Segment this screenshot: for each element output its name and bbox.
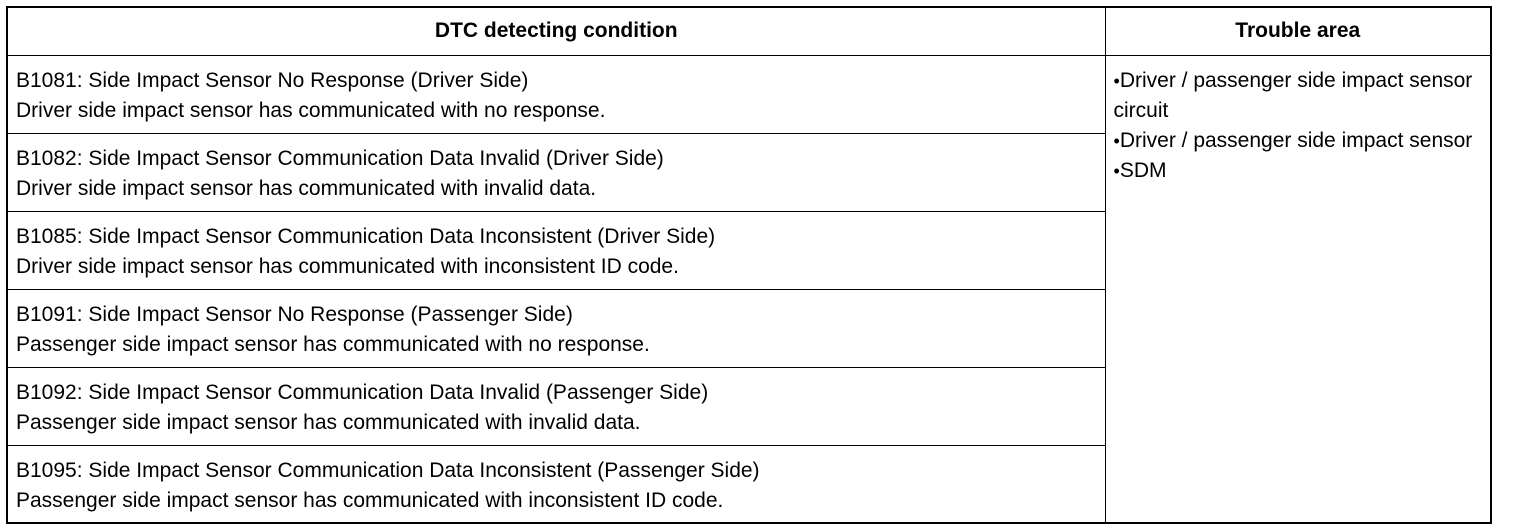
- header-dtc-condition: DTC detecting condition: [7, 7, 1105, 55]
- dtc-condition-cell: [7, 211, 1105, 289]
- header-trouble-area: Trouble area: [1105, 7, 1491, 55]
- dtc-detail: Driver side impact sensor has communicated with no response.: [16, 98, 606, 122]
- dtc-condition-cell: [7, 445, 1105, 523]
- table-row: [7, 55, 1491, 133]
- trouble-area-text: Driver / passenger side impact sensor circuit: [1113, 68, 1473, 122]
- bullet-icon: •: [1113, 130, 1120, 151]
- dtc-title: B1092: Side Impact Sensor Communication Data Invalid (Passenger Side): [16, 380, 709, 404]
- dtc-title: B1091: Side Impact Sensor No Response (Passenger Side): [16, 302, 573, 326]
- trouble-area-text: Driver / passenger side impact sensor: [1119, 128, 1473, 152]
- dtc-title: B1085: Side Impact Sensor Communication Data Inconsistent (Driver Side): [16, 224, 716, 248]
- trouble-area-text: SDM: [1119, 158, 1167, 182]
- dtc-title: B1081: Side Impact Sensor No Response (Driver Side): [16, 68, 529, 92]
- dtc-detail: Driver side impact sensor has communicated with inconsistent ID code.: [16, 254, 679, 278]
- header-row: [7, 7, 1491, 55]
- dtc-detail: Driver side impact sensor has communicated with invalid data.: [16, 176, 597, 200]
- dtc-title: B1095: Side Impact Sensor Communication Data Inconsistent (Passenger Side): [16, 458, 760, 482]
- trouble-area-item: [1114, 126, 1483, 156]
- dtc-detail: Passenger side impact sensor has communicated with no response.: [16, 332, 650, 356]
- trouble-area-item: [1114, 156, 1483, 186]
- dtc-title: B1082: Side Impact Sensor Communication Data Invalid (Driver Side): [16, 146, 664, 170]
- dtc-detail: Passenger side impact sensor has communicated with inconsistent ID code.: [16, 488, 724, 512]
- bullet-icon: •: [1113, 70, 1120, 91]
- dtc-condition-cell: [7, 289, 1105, 367]
- dtc-detail: Passenger side impact sensor has communicated with invalid data.: [16, 410, 641, 434]
- dtc-condition-cell: [7, 55, 1105, 133]
- bullet-icon: •: [1113, 160, 1120, 181]
- dtc-condition-cell: [7, 367, 1105, 445]
- dtc-table: [6, 6, 1492, 524]
- trouble-area-item: [1114, 66, 1483, 126]
- dtc-condition-cell: [7, 133, 1105, 211]
- trouble-area-cell: [1105, 55, 1491, 523]
